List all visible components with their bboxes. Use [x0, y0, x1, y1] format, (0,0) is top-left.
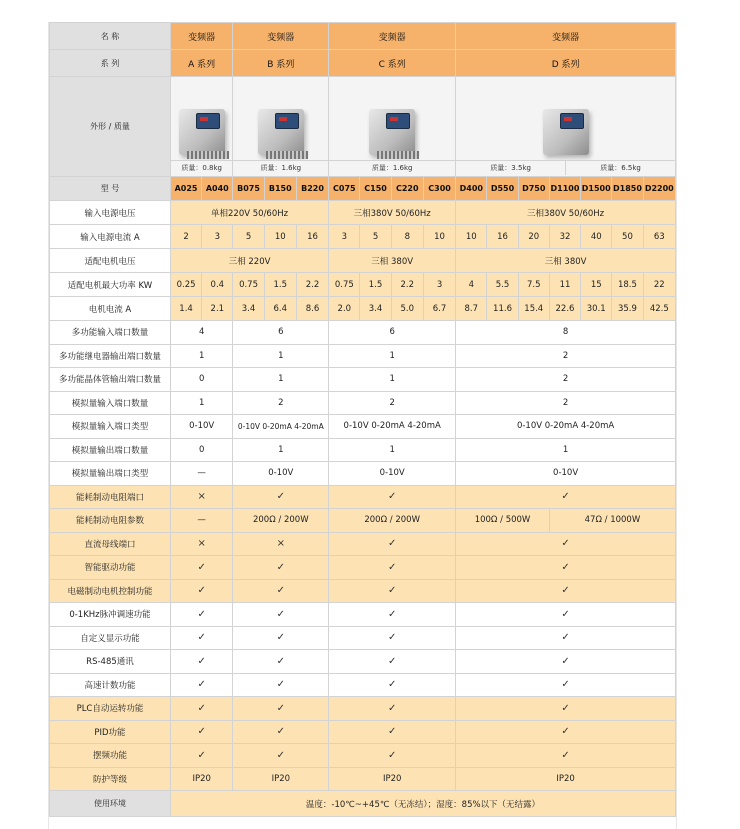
relay-c: 1 — [329, 344, 456, 368]
value-cell: 22.6 — [549, 297, 580, 321]
inverter-image-d — [537, 99, 595, 161]
model-cell: A040 — [202, 177, 233, 201]
inverter-image-a — [173, 99, 231, 161]
check-mark: ✓ — [170, 556, 232, 580]
row-motor-power — [50, 273, 676, 297]
row-name — [50, 23, 676, 50]
model-cell: B220 — [296, 177, 328, 201]
brake-port-a: × — [170, 485, 232, 509]
ai-type-c: 0-10V 0-20mA 4-20mA — [329, 415, 456, 439]
series-a: A 系列 — [170, 50, 232, 77]
row-brake-port — [50, 485, 676, 509]
label-transistor-out: 多功能晶体管输出端口数量 — [50, 368, 171, 392]
series-b: B 系列 — [233, 50, 329, 77]
value-cell: 1.5 — [264, 273, 296, 297]
check-mark: ✓ — [170, 697, 232, 721]
value-cell: 30.1 — [581, 297, 612, 321]
value-cell: 11 — [549, 273, 580, 297]
check-mark: ✓ — [233, 626, 329, 650]
check-mark: ✓ — [456, 744, 676, 768]
row-wobble — [50, 744, 676, 768]
value-cell: 6.7 — [423, 297, 455, 321]
label-input-current: 输入电源电流 A — [50, 225, 171, 249]
ao-c: 1 — [329, 438, 456, 462]
row-brake-param — [50, 509, 676, 533]
value-cell: 15.4 — [518, 297, 549, 321]
label-ao-type: 模拟量输出端口类型 — [50, 462, 171, 486]
label-brake-param: 能耗制动电阻参数 — [50, 509, 171, 533]
row-em-brake — [50, 579, 676, 603]
check-mark: ✓ — [329, 556, 456, 580]
label-ai-type: 模拟量输入端口类型 — [50, 415, 171, 439]
transistor-c: 1 — [329, 368, 456, 392]
value-cell: 2.2 — [296, 273, 328, 297]
transistor-d: 2 — [456, 368, 676, 392]
label-motor-current: 电机电流 A — [50, 297, 171, 321]
environment-value: 温度：-10℃~+45℃（无冻结）；湿度：85%以下（无结露） — [170, 791, 675, 817]
check-mark: ✓ — [233, 603, 329, 627]
check-mark: ✓ — [329, 720, 456, 744]
model-cell: B075 — [233, 177, 264, 201]
ao-a: 0 — [170, 438, 232, 462]
ai-c: 2 — [329, 391, 456, 415]
row-appearance — [50, 77, 676, 177]
check-mark: ✓ — [329, 744, 456, 768]
ai-type-b: 0-10V 0-20mA 4-20mA — [233, 415, 329, 439]
value-cell: 63 — [643, 225, 675, 249]
check-mark: ✓ — [170, 673, 232, 697]
check-mark: ✓ — [329, 673, 456, 697]
weight-d1: 质量：3.5kg — [490, 164, 531, 172]
label-pid: PID功能 — [50, 720, 171, 744]
label-rs485: RS-485通讯 — [50, 650, 171, 674]
label-motor-voltage: 适配电机电压 — [50, 249, 171, 273]
weight-d — [456, 160, 675, 175]
value-cell: 8.6 — [296, 297, 328, 321]
row-model — [50, 177, 676, 201]
inverter-image-b — [252, 99, 310, 161]
protection-b: IP20 — [233, 767, 329, 791]
value-cell: 0.75 — [233, 273, 264, 297]
check-mark: ✓ — [456, 673, 676, 697]
value-cell: 11.6 — [487, 297, 518, 321]
check-mark: ✓ — [456, 720, 676, 744]
label-hs-counter: 高速计数功能 — [50, 673, 171, 697]
model-cell: B150 — [264, 177, 296, 201]
row-hs-counter — [50, 673, 676, 697]
value-cell: 5.0 — [391, 297, 423, 321]
check-mark: ✓ — [170, 650, 232, 674]
image-cell-d — [456, 77, 676, 177]
inverter-image-c — [363, 99, 421, 161]
row-input-current — [50, 225, 676, 249]
value-cell: 15 — [581, 273, 612, 297]
motor-voltage-d: 三相 380V — [456, 249, 676, 273]
value-cell: 20 — [518, 225, 549, 249]
row-ao-type — [50, 462, 676, 486]
transistor-b: 1 — [233, 368, 329, 392]
ao-type-c: 0-10V — [329, 462, 456, 486]
ao-b: 1 — [233, 438, 329, 462]
value-cell: 40 — [581, 225, 612, 249]
label-ao-ports: 模拟量输出端口数量 — [50, 438, 171, 462]
value-cell: 3.4 — [233, 297, 264, 321]
brake-port-b: ✓ — [233, 485, 329, 509]
dc-bus-b: × — [233, 532, 329, 556]
model-cell: C075 — [329, 177, 360, 201]
label-input-voltage: 输入电源电压 — [50, 201, 171, 225]
ao-type-a: — — [170, 462, 232, 486]
model-cell: D1850 — [612, 177, 643, 201]
check-mark: ✓ — [329, 650, 456, 674]
name-a: 变频器 — [170, 23, 232, 50]
brake-param-a: — — [170, 509, 232, 533]
check-mark: ✓ — [456, 626, 676, 650]
row-smart-drive — [50, 556, 676, 580]
brake-port-c: ✓ — [329, 485, 456, 509]
check-mark: ✓ — [170, 744, 232, 768]
label-brake-port: 能耗制动电阻端口 — [50, 485, 171, 509]
model-cell: C150 — [360, 177, 391, 201]
spec-table — [49, 22, 676, 817]
value-cell: 5.5 — [487, 273, 518, 297]
label-smart-drive: 智能驱动功能 — [50, 556, 171, 580]
spec-sheet — [48, 22, 677, 829]
weight-a: 质量：0.8kg — [171, 160, 232, 175]
value-cell: 16 — [487, 225, 518, 249]
di-b: 6 — [233, 321, 329, 345]
check-mark: ✓ — [329, 603, 456, 627]
row-input-voltage — [50, 201, 676, 225]
value-cell: 0.25 — [170, 273, 201, 297]
check-mark: ✓ — [456, 650, 676, 674]
value-cell: 5 — [233, 225, 264, 249]
row-protection — [50, 767, 676, 791]
row-ai-ports — [50, 391, 676, 415]
dc-bus-d: ✓ — [456, 532, 676, 556]
row-transistor-out — [50, 368, 676, 392]
value-cell: 0.4 — [202, 273, 233, 297]
row-pid — [50, 720, 676, 744]
weight-b: 质量：1.6kg — [233, 160, 328, 175]
protection-d: IP20 — [456, 767, 676, 791]
row-series — [50, 50, 676, 77]
row-rs485 — [50, 650, 676, 674]
model-cell: D750 — [518, 177, 549, 201]
ai-d: 2 — [456, 391, 676, 415]
model-cell: D2200 — [643, 177, 675, 201]
row-motor-current — [50, 297, 676, 321]
check-mark: ✓ — [170, 603, 232, 627]
row-ao-ports — [50, 438, 676, 462]
check-mark: ✓ — [329, 579, 456, 603]
check-mark: ✓ — [456, 579, 676, 603]
value-cell: 1.4 — [170, 297, 201, 321]
check-mark: ✓ — [456, 556, 676, 580]
label-em-brake: 电磁制动电机控制功能 — [50, 579, 171, 603]
image-cell-c — [329, 77, 456, 177]
label-custom-display: 自定义显示功能 — [50, 626, 171, 650]
dc-bus-a: × — [170, 532, 232, 556]
check-mark: ✓ — [233, 673, 329, 697]
label-wobble: 摆频功能 — [50, 744, 171, 768]
check-mark: ✓ — [233, 697, 329, 721]
image-cell-a — [170, 77, 232, 177]
value-cell: 42.5 — [643, 297, 675, 321]
check-mark: ✓ — [233, 556, 329, 580]
model-cell: D400 — [456, 177, 487, 201]
name-d: 变频器 — [456, 23, 676, 50]
check-mark: ✓ — [233, 579, 329, 603]
name-c: 变频器 — [329, 23, 456, 50]
value-cell: 10 — [423, 225, 455, 249]
series-d: D 系列 — [456, 50, 676, 77]
value-cell: 2.0 — [329, 297, 360, 321]
row-motor-voltage — [50, 249, 676, 273]
check-mark: ✓ — [170, 579, 232, 603]
value-cell: 8 — [391, 225, 423, 249]
input-voltage-ab: 单相220V 50/60Hz — [170, 201, 328, 225]
row-pulse — [50, 603, 676, 627]
check-mark: ✓ — [233, 650, 329, 674]
motor-voltage-c: 三相 380V — [329, 249, 456, 273]
label-series: 系 列 — [50, 50, 171, 77]
dc-bus-c: ✓ — [329, 532, 456, 556]
brake-param-d1: 100Ω / 500W — [456, 509, 550, 533]
label-appearance: 外形 / 质量 — [50, 77, 171, 177]
label-protection: 防护等级 — [50, 767, 171, 791]
check-mark: ✓ — [456, 697, 676, 721]
label-model: 型 号 — [50, 177, 171, 201]
row-ai-type — [50, 415, 676, 439]
row-relay-out — [50, 344, 676, 368]
series-c: C 系列 — [329, 50, 456, 77]
value-cell: 50 — [612, 225, 643, 249]
model-cell: C300 — [423, 177, 455, 201]
motor-voltage-ab: 三相 220V — [170, 249, 328, 273]
row-environment — [50, 791, 676, 817]
name-b: 变频器 — [233, 23, 329, 50]
label-ai-ports: 模拟量输入端口数量 — [50, 391, 171, 415]
value-cell: 6.4 — [264, 297, 296, 321]
value-cell: 2.2 — [391, 273, 423, 297]
label-plc: PLC自动运转功能 — [50, 697, 171, 721]
di-c: 6 — [329, 321, 456, 345]
value-cell: 16 — [296, 225, 328, 249]
brake-param-d2: 47Ω / 1000W — [549, 509, 675, 533]
di-a: 4 — [170, 321, 232, 345]
brake-param-c: 200Ω / 200W — [329, 509, 456, 533]
check-mark: ✓ — [170, 720, 232, 744]
label-name: 名 称 — [50, 23, 171, 50]
row-di-ports — [50, 321, 676, 345]
check-mark: ✓ — [170, 626, 232, 650]
value-cell: 2.1 — [202, 297, 233, 321]
check-mark: ✓ — [456, 603, 676, 627]
di-d: 8 — [456, 321, 676, 345]
image-cell-b — [233, 77, 329, 177]
weight-d2: 质量：6.5kg — [565, 161, 675, 175]
check-mark: ✓ — [233, 720, 329, 744]
ao-d: 1 — [456, 438, 676, 462]
label-dc-bus: 直流母线端口 — [50, 532, 171, 556]
relay-d: 2 — [456, 344, 676, 368]
model-cell: C220 — [391, 177, 423, 201]
value-cell: 7.5 — [518, 273, 549, 297]
value-cell: 3 — [329, 225, 360, 249]
value-cell: 0.75 — [329, 273, 360, 297]
model-cell: D1100 — [549, 177, 580, 201]
check-mark: ✓ — [329, 697, 456, 721]
input-voltage-d: 三相380V 50/60Hz — [456, 201, 676, 225]
row-plc — [50, 697, 676, 721]
label-relay-out: 多功能继电器输出端口数量 — [50, 344, 171, 368]
model-cell: D550 — [487, 177, 518, 201]
value-cell: 35.9 — [612, 297, 643, 321]
value-cell: 3 — [423, 273, 455, 297]
input-voltage-c: 三相380V 50/60Hz — [329, 201, 456, 225]
transistor-a: 0 — [170, 368, 232, 392]
weight-c: 质量：1.6kg — [329, 160, 455, 175]
ao-type-d: 0-10V — [456, 462, 676, 486]
label-environment: 使用环境 — [50, 791, 171, 817]
ai-a: 1 — [170, 391, 232, 415]
value-cell: 5 — [360, 225, 391, 249]
model-cell: D1500 — [581, 177, 612, 201]
ao-type-b: 0-10V — [233, 462, 329, 486]
brake-port-d: ✓ — [456, 485, 676, 509]
ai-b: 2 — [233, 391, 329, 415]
value-cell: 1.5 — [360, 273, 391, 297]
value-cell: 4 — [456, 273, 487, 297]
value-cell: 10 — [264, 225, 296, 249]
value-cell: 18.5 — [612, 273, 643, 297]
value-cell: 2 — [170, 225, 201, 249]
value-cell: 3.4 — [360, 297, 391, 321]
row-custom-display — [50, 626, 676, 650]
ai-type-d: 0-10V 0-20mA 4-20mA — [456, 415, 676, 439]
value-cell: 8.7 — [456, 297, 487, 321]
model-cell: A025 — [170, 177, 201, 201]
check-mark: ✓ — [233, 744, 329, 768]
protection-c: IP20 — [329, 767, 456, 791]
label-pulse: 0-1KHz脉冲调速功能 — [50, 603, 171, 627]
row-dc-bus — [50, 532, 676, 556]
relay-a: 1 — [170, 344, 232, 368]
check-mark: ✓ — [329, 626, 456, 650]
relay-b: 1 — [233, 344, 329, 368]
brake-param-b: 200Ω / 200W — [233, 509, 329, 533]
label-di-ports: 多功能输入端口数量 — [50, 321, 171, 345]
value-cell: 22 — [643, 273, 675, 297]
protection-a: IP20 — [170, 767, 232, 791]
ai-type-a: 0-10V — [170, 415, 232, 439]
value-cell: 32 — [549, 225, 580, 249]
value-cell: 3 — [202, 225, 233, 249]
value-cell: 10 — [456, 225, 487, 249]
label-motor-power: 适配电机最大功率 KW — [50, 273, 171, 297]
